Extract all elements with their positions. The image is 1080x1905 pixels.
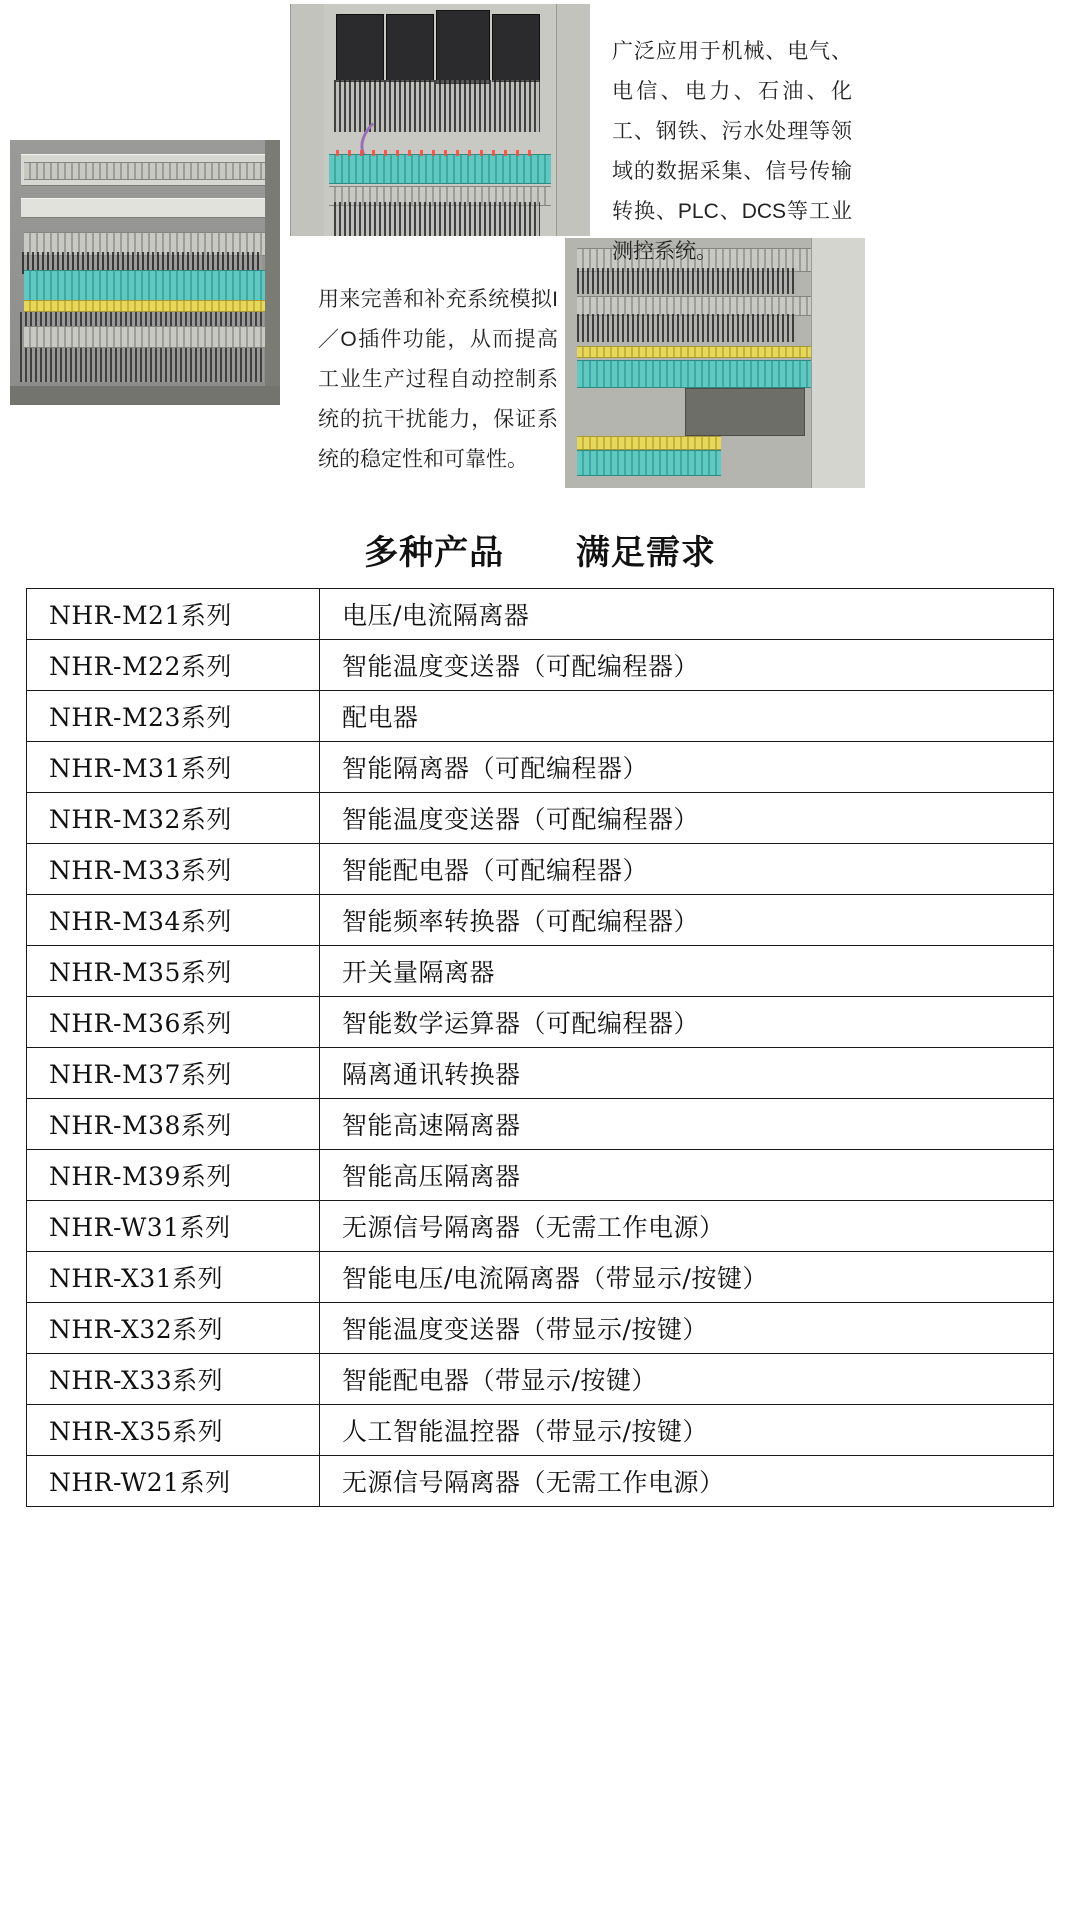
section-heading-left: 多种产品 [364,533,505,573]
product-model-cell: NHR-M35系列 [27,946,320,997]
product-description-cell: 无源信号隔离器（无需工作电源） [320,1201,1054,1252]
table-row [27,589,1054,640]
table-row [27,1099,1054,1150]
terminal-strip [24,326,267,348]
product-description-cell: 智能高压隔离器 [320,1150,1054,1201]
table-row [27,1252,1054,1303]
product-description-cell: 开关量隔离器 [320,946,1054,997]
product-model-cell: NHR-M36系列 [27,997,320,1048]
equipment-box [685,388,805,436]
table-row [27,1303,1054,1354]
product-description-cell: 智能电压/电流隔离器（带显示/按键） [320,1252,1054,1303]
product-description-cell: 人工智能温控器（带显示/按键） [320,1405,1054,1456]
product-model-cell: NHR-X32系列 [27,1303,320,1354]
cabinet-interior-right [565,238,865,488]
table-row [27,793,1054,844]
product-description-cell: 隔离通讯转换器 [320,1048,1054,1099]
table-row [27,895,1054,946]
product-description-cell: 无源信号隔离器（无需工作电源） [320,1456,1054,1507]
cabinet-interior-left [10,140,280,405]
product-description-cell: 电压/电流隔离器 [320,589,1054,640]
product-description-cell: 智能频率转换器（可配编程器） [320,895,1054,946]
cabinet-photo-right [565,238,865,488]
product-model-cell: NHR-M34系列 [27,895,320,946]
wire-bundle [334,202,540,236]
product-model-cell: NHR-M38系列 [27,1099,320,1150]
table-row [27,691,1054,742]
terminal-strip [329,154,551,184]
product-description-cell: 智能温度变送器（带显示/按键） [320,1303,1054,1354]
wire-bundle [577,314,797,342]
plc-module [386,14,434,82]
terminal-strip [577,450,721,476]
table-row [27,844,1054,895]
product-model-cell: NHR-M23系列 [27,691,320,742]
cabinet-floor [10,386,280,405]
caption-function-description: 用来完善和补充系统模拟I／O插件功能，从而提高工业生产过程自动控制系统的抗干扰能力，保证系统的稳定性和可靠性。 [318,288,558,471]
terminal-strip [577,346,811,358]
product-model-cell: NHR-X31系列 [27,1252,320,1303]
section-heading [0,525,1080,574]
product-description-cell: 智能隔离器（可配编程器） [320,742,1054,793]
product-description-cell: 智能高速隔离器 [320,1099,1054,1150]
product-description-cell: 智能配电器（带显示/按键） [320,1354,1054,1405]
cabinet-photo-top [290,4,590,236]
product-model-cell: NHR-M31系列 [27,742,320,793]
table-row [27,1354,1054,1405]
table-row [27,640,1054,691]
table-row [27,1456,1054,1507]
terminal-strip [24,162,267,180]
terminal-strip [24,300,267,312]
din-rail [21,198,269,218]
product-model-cell: NHR-X35系列 [27,1405,320,1456]
table-row [27,1048,1054,1099]
product-description-cell: 智能数学运算器（可配编程器） [320,997,1054,1048]
product-description-cell: 智能温度变送器（可配编程器） [320,640,1054,691]
cabinet-interior-top [290,4,590,236]
product-description-cell: 智能配电器（可配编程器） [320,844,1054,895]
product-model-cell: NHR-W21系列 [27,1456,320,1507]
table-row [27,1405,1054,1456]
table-row [27,742,1054,793]
caption-application-fields: 广泛应用于机械、电气、电信、电力、石油、化工、钢铁、污水处理等领域的数据采集、信号传输转换、PLC、DCS等工业测控系统。 [612,40,852,263]
cabinet-door-left [290,4,326,236]
product-model-cell: NHR-X33系列 [27,1354,320,1405]
product-description-cell: 智能温度变送器（可配编程器） [320,793,1054,844]
plc-module [336,14,384,82]
terminal-strip [577,296,811,316]
product-model-cell: NHR-M33系列 [27,844,320,895]
terminal-strip [577,360,811,388]
product-model-cell: NHR-M39系列 [27,1150,320,1201]
plc-module [436,10,490,84]
product-description-cell: 配电器 [320,691,1054,742]
table-row [27,946,1054,997]
cabinet-edge [265,140,280,405]
terminal-strip [577,436,721,450]
led-indicators [336,150,536,156]
plc-module [492,14,540,82]
section-heading-right: 满足需求 [575,533,716,573]
product-model-cell: NHR-W31系列 [27,1201,320,1252]
table-row [27,1150,1054,1201]
table-row [27,1201,1054,1252]
cabinet-door-right [811,238,865,488]
table-row [27,997,1054,1048]
product-model-cell: NHR-M21系列 [27,589,320,640]
cabinet-door-right [556,4,590,236]
cabinet-photo-left [10,140,280,405]
product-series-table [26,588,1054,1507]
photo-collage [0,0,1080,500]
product-model-cell: NHR-M37系列 [27,1048,320,1099]
product-model-cell: NHR-M22系列 [27,640,320,691]
product-model-cell: NHR-M32系列 [27,793,320,844]
